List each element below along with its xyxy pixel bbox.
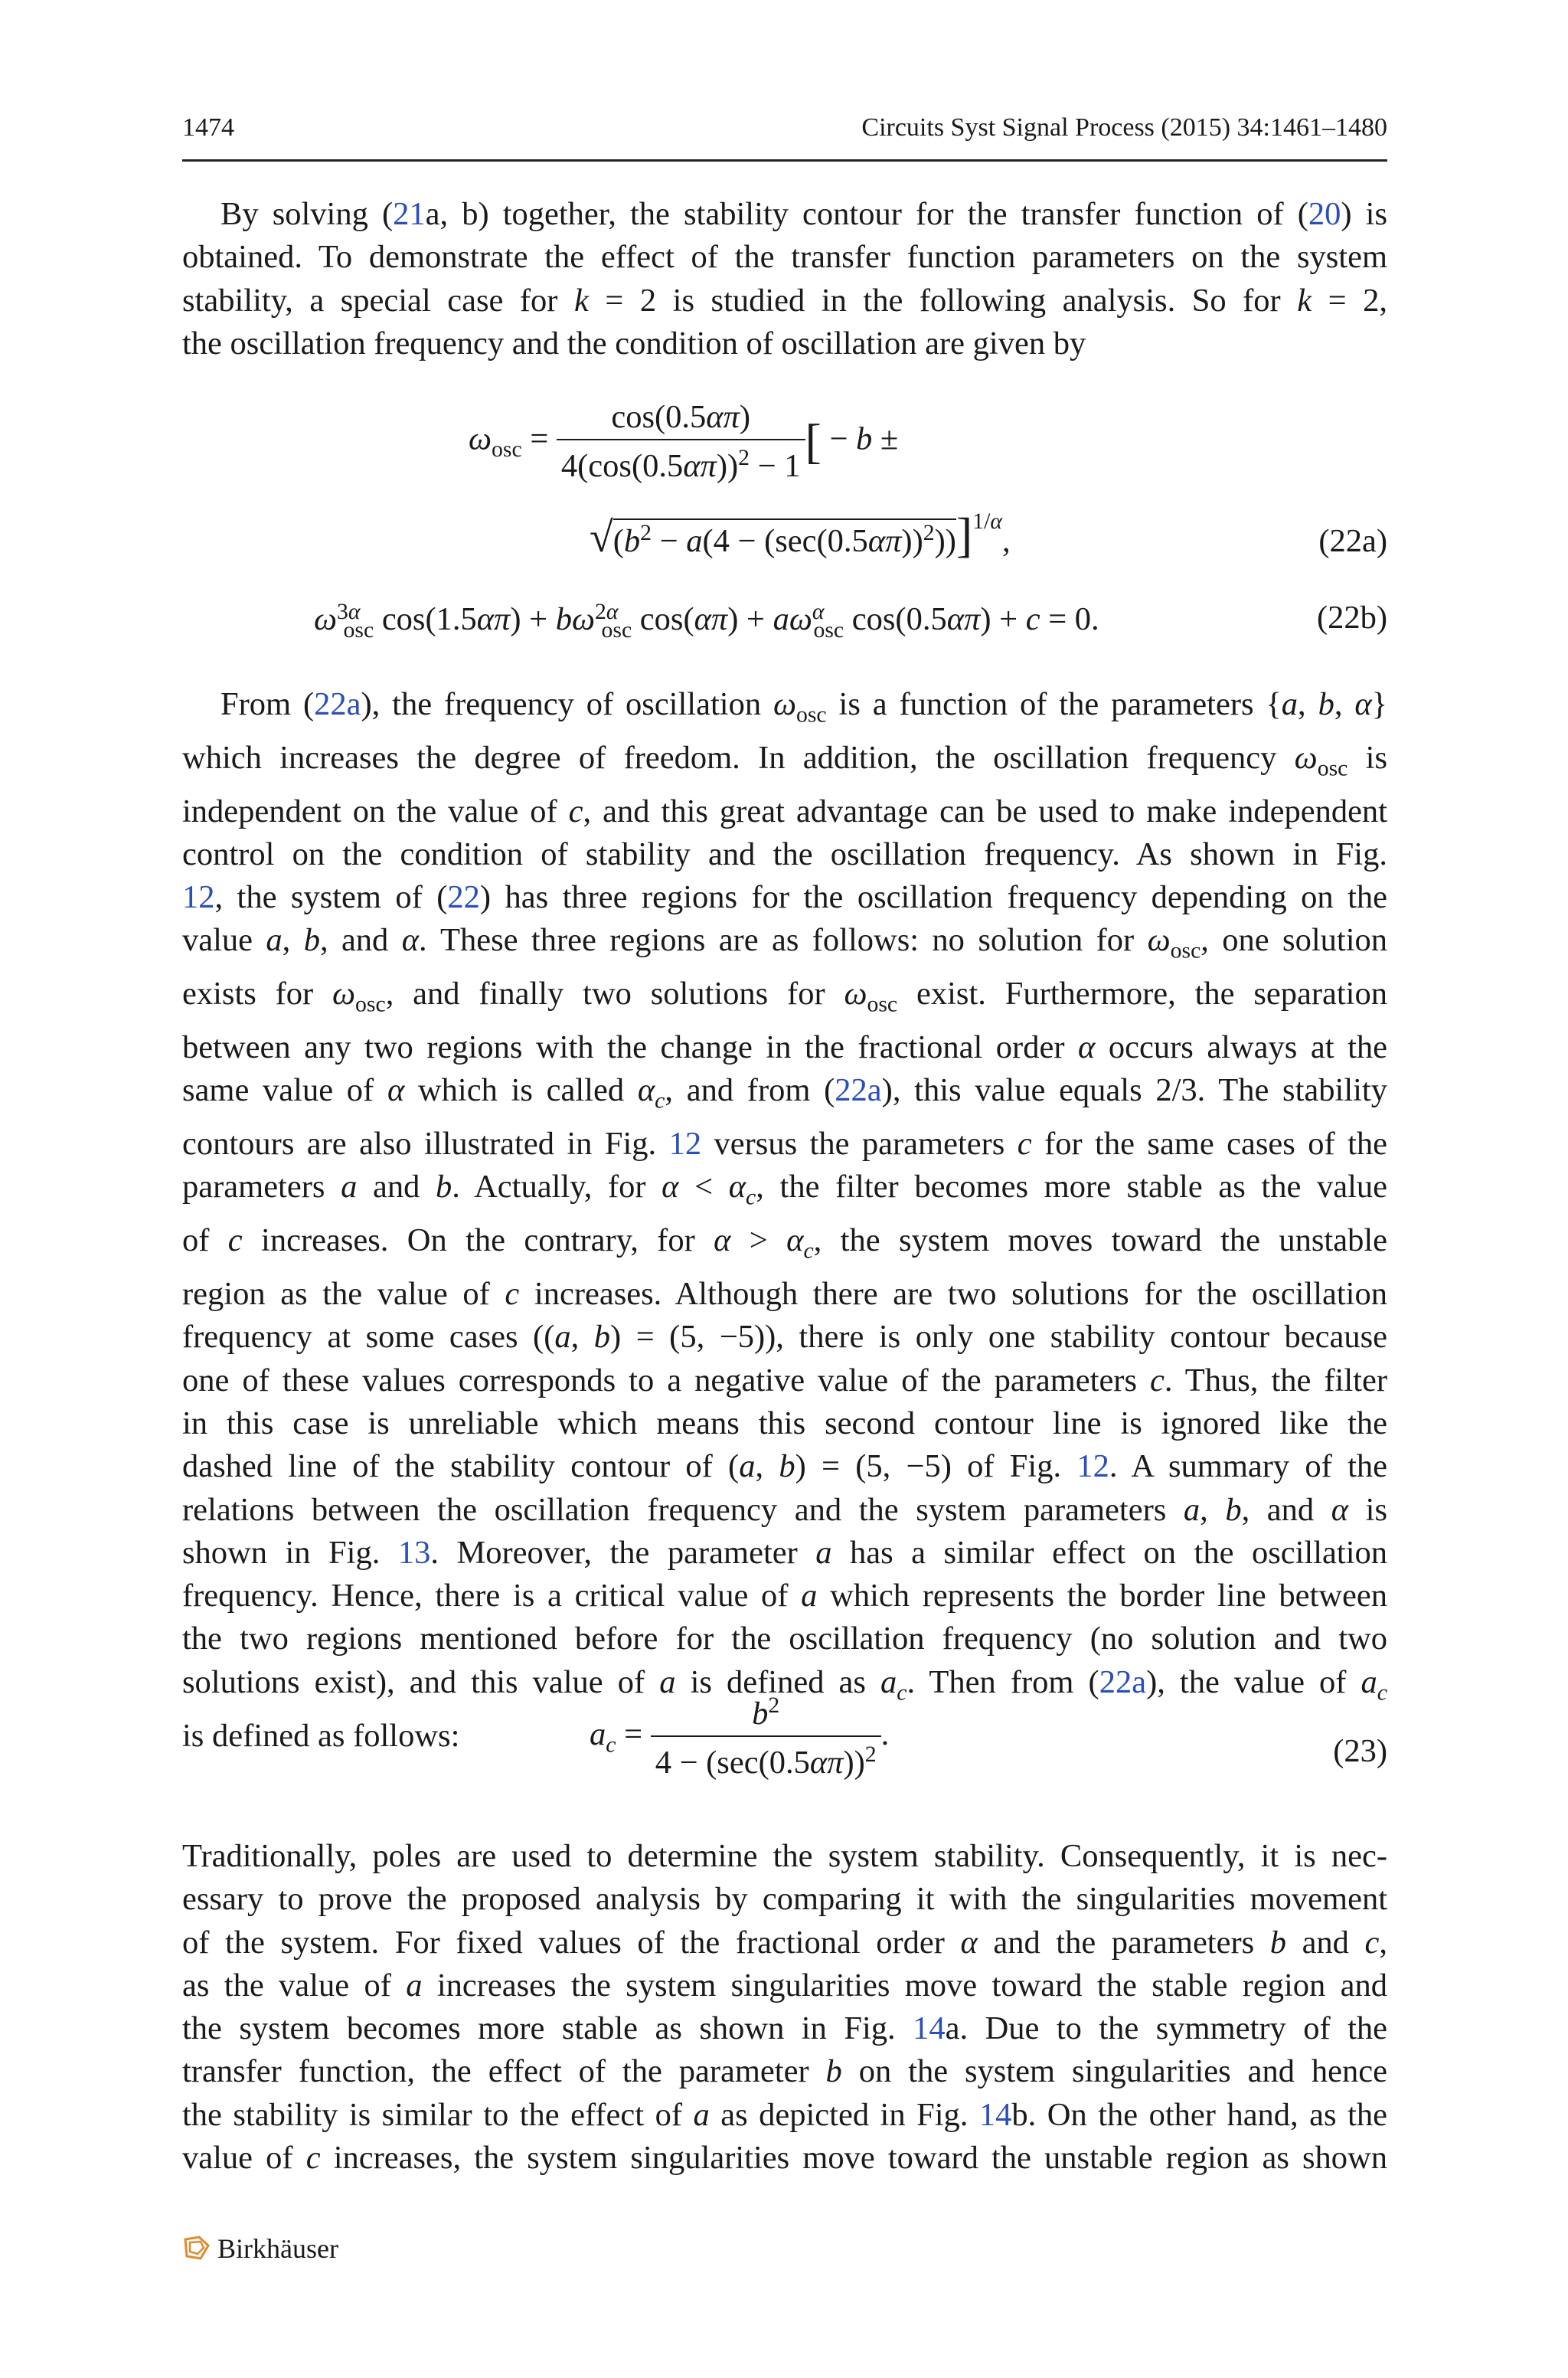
- ref-fig12[interactable]: 12: [1076, 1448, 1109, 1485]
- equation-label-22a: (22a): [1318, 523, 1387, 559]
- equation-23: $a_c$ = $\frac{b^2}{4 - (\sec(0.5\alpha\pi))^2}$ .: [590, 1693, 890, 1781]
- ref-fig14a[interactable]: 14: [913, 2010, 946, 2047]
- equation-22a-line1: $\omega_{osc}$ = $\frac{\cos(0.5\alpha\pi)}{4(\cos(0.5\alpha\pi))^2 - 1}$ [ − b ±: [469, 399, 899, 485]
- equation-label-22b: (22b): [1316, 600, 1387, 636]
- paragraph-poles: Traditionally, poles are used to determine the system stability. Consequently, it is nec- essary to prove the proposed analysis by comparing it with the singularities movement of the system. For fixed values of the fractional order α and the parameters b and c, as the value of a increases the system singularities move toward the stable region and the system becomes more stable as shown in Fig. 14a. Due to the symmetry of the transfer function, the effect of the parameter b on the system singularities and hence the stability is similar to the effect of a as depicted in Fig. 14b. On the other hand, as the value of c increases, the system singularities move toward the unstable region as shown: [182, 1838, 1388, 2177]
- ref-eq21[interactable]: 21: [393, 196, 426, 232]
- fraction: $\frac{\cos(0.5\alpha\pi)}{4(\cos(0.5\alpha\pi))^2 - 1}$: [557, 398, 805, 485]
- page-number: 1474: [182, 113, 234, 142]
- publisher-footer: [182, 2232, 338, 2265]
- header-rule: [182, 159, 1387, 162]
- birkhauser-logo-icon: [182, 2235, 211, 2261]
- ref-fig12[interactable]: 12: [182, 879, 215, 916]
- ref-fig12[interactable]: 12: [668, 1126, 702, 1163]
- paragraph-analysis: From (22a), the frequency of oscillation $\omega_{osc}$ is a function of the parameters {a, b, α} which increases the degree of freedom. In addition, the oscillation frequency $\omega_{osc}$ is independent on the value of c, and this great advantage can be used to make independent control on the condition of stability and the oscillation frequency. As shown in Fig. 12, the system of (22) has three regions for the oscillation frequency depending on the value a, b, and α. These three regions are as follows: no solution for $\omega_{osc}$, one solution exists for $\omega_{osc}$, and finally two solutions for $\omega_{osc}$ exist. Furthermore, the separation between any two regions with the change in the fractional order α occurs always at the same value of α which is called $\alpha_c$, and from (22a), this value equals 2/3. The stability contours are also illustrated in Fig. 12 versus the parameters c for the same cases of the parameters a and b. Actually, for $\alpha < \alpha_c$, the filter becomes more stable as the value of c increases. On the contrary, for $\alpha > \alpha_c$, the system moves toward the unstable region as the value of c increases. Although there are two solutions for the oscillation frequency at some cases ((a, b) = (5, −5)), there is only one stability contour because one of these values corresponds to a negative value of the parameters c. Thus, the filter in this case is unreliable which means this second contour line is ignored like the dashed line of the stability contour of (a, b) = (5, −5) of Fig. 12. A summary of the relations between the oscillation frequency and the system parameters a, b, and α is shown in Fig. 13. Moreover, the parameter a has a similar effect on the oscillation frequency. Hence, there is a critical value of a which represents the border line between the two regions mentioned before for the oscillation frequency (no solution and two solutions exist), and this value of a is defined as $a_c$. Then from (22a), the value of $a_c$ is defined as follows:: [182, 686, 1388, 1754]
- equation-label-23: (23): [1333, 1733, 1387, 1769]
- ref-eq20[interactable]: 20: [1308, 196, 1341, 232]
- running-header: [182, 113, 1387, 153]
- ref-eq22a[interactable]: 22a: [1099, 1663, 1147, 1700]
- publisher-name: Birkhäuser: [217, 2233, 338, 2264]
- journal-citation: Circuits Syst Signal Process (2015) 34:1461–1480: [861, 113, 1387, 142]
- ref-eq22a[interactable]: 22a: [314, 686, 361, 722]
- ref-eq22[interactable]: 22: [447, 879, 480, 916]
- ref-eq22a[interactable]: 22a: [835, 1072, 882, 1109]
- equation-22a-line2: $√(b^2 - a(4 - (\sec(0.5\alpha\pi))^2))]^{1/\alpha}$,: [590, 508, 1011, 562]
- paragraph-intro: By solving (21a, b) together, the stability contour for the transfer function of (20) is obtained. To demonstrate the effect of the transfer function parameters on the system stability, a special case for k = 2 is studied in the following analysis. So for k = 2, the oscillation frequency and the condition of oscillation are given by: [182, 196, 1388, 361]
- ref-fig14b[interactable]: 14: [978, 2096, 1012, 2133]
- equation-22b: $\omega^{3\alpha}_{osc}$ $\cos(1.5\alpha\pi) + b\omega^{2\alpha}_{osc}$ $\cos(\alpha\pi) + a\omega^\alpha_{osc}$ cos(0.5απ) + c = 0.: [314, 599, 1099, 643]
- fraction: $\frac{b^2}{4 - (\sec(0.5\alpha\pi))^2}$: [651, 1693, 881, 1781]
- ref-fig13[interactable]: 13: [397, 1534, 431, 1571]
